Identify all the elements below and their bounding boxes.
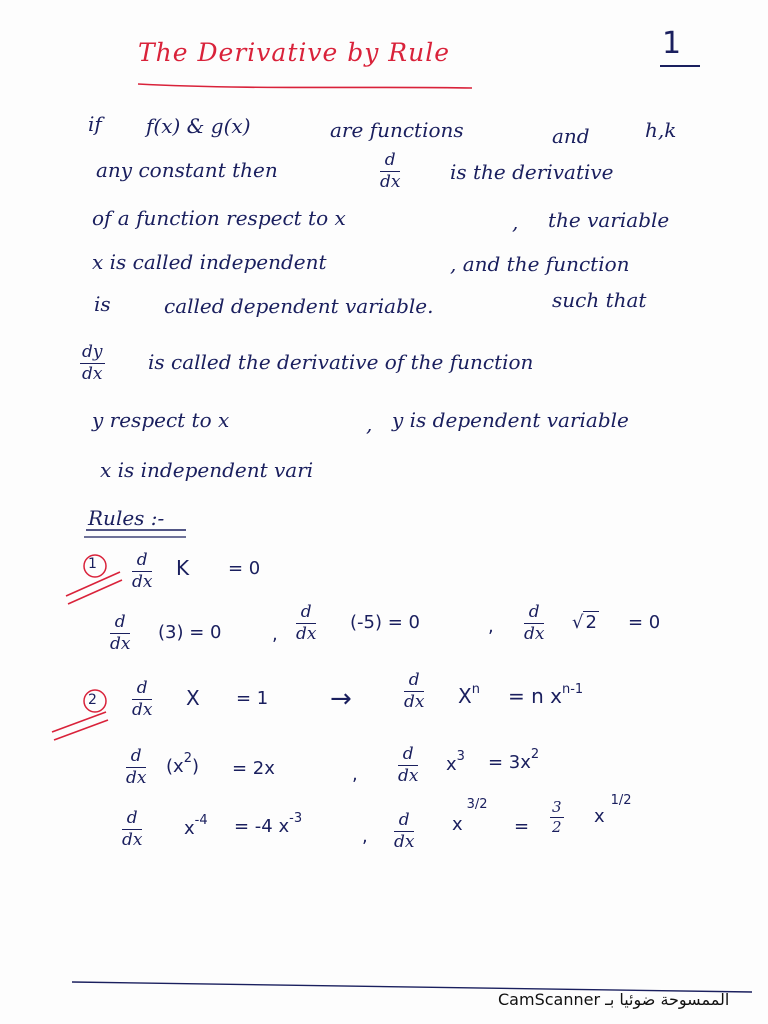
gen-result-exponent: n-1 <box>561 682 584 697</box>
rule1-ex1-expr: (3) = 0 <box>158 622 222 643</box>
rule2-sep2: , <box>362 826 368 847</box>
fraction-denominator: dx <box>126 768 147 788</box>
fraction-denominator: dx <box>132 572 153 592</box>
intro-and-the-function: , and the function <box>450 252 630 276</box>
rule1-sep1: , <box>272 624 278 645</box>
rule2-sep1: , <box>352 764 358 785</box>
fraction-denominator: dx <box>398 766 419 786</box>
fraction-numerator: d <box>384 150 396 170</box>
fraction-denominator: dx <box>524 624 545 644</box>
ex1-close: ) <box>191 756 199 777</box>
rule2-check-stroke-2 <box>54 720 108 740</box>
intro-called-dependent: called dependent variable. <box>164 294 434 318</box>
ex2-result-exponent: 2 <box>530 747 540 762</box>
fraction-denominator: dx <box>394 832 415 852</box>
intro-any-constant: any constant then <box>96 158 278 182</box>
ex4-exponent: 3/2 <box>466 797 488 812</box>
fraction-numerator: d <box>126 808 138 828</box>
fraction-numerator: d <box>136 678 148 698</box>
ex3-result-exponent: -3 <box>289 811 303 826</box>
rule1-result: = 0 <box>228 558 261 579</box>
ex3-exponent: -4 <box>194 813 208 828</box>
ex4-base: x <box>452 814 463 835</box>
intro-of-a-function: of a function respect to x <box>92 206 346 230</box>
ex3-base: x <box>184 818 195 839</box>
ex3-result: = -4 x <box>234 816 290 837</box>
sqrt-icon: √ <box>572 612 584 633</box>
rule2-var-x: X <box>186 686 200 710</box>
fraction-numerator: d <box>402 744 414 764</box>
intro-x-independent-vari: x is independent vari <box>100 458 314 482</box>
ex4-var: x <box>594 806 605 827</box>
rule1-marker-circle <box>84 555 106 577</box>
fraction-denominator: dx <box>82 364 103 384</box>
ex2-base: x <box>446 754 457 775</box>
fraction-numerator: dy <box>82 342 103 362</box>
rules-heading: Rules :- <box>88 506 165 530</box>
page-number: 1 <box>662 26 682 61</box>
scanner-watermark <box>498 990 729 1009</box>
intro-x-independent: x is called independent <box>92 250 327 274</box>
ex4-var-exponent: 1/2 <box>610 793 632 808</box>
sqrt-radicand: 2 <box>585 612 597 633</box>
intro-is: is <box>94 292 111 316</box>
rule1-ex3-result: = 0 <box>628 612 661 633</box>
scanner-label: CamScanner <box>498 990 601 1009</box>
fraction-numerator: d <box>114 612 126 632</box>
intro-if: if <box>88 112 102 136</box>
fraction-numerator: d <box>136 550 148 570</box>
fraction-numerator: 3 <box>552 798 562 816</box>
intro-functions-fg: f(x) & g(x) <box>146 114 251 138</box>
gen-exponent: n <box>471 682 480 697</box>
fraction-denominator: dx <box>122 830 143 850</box>
arrow-right-icon: → <box>330 684 352 714</box>
intro-is-the-derivative: is the derivative <box>450 160 614 184</box>
rule2-result: = 1 <box>236 688 269 709</box>
ex2-exponent: 3 <box>456 749 465 764</box>
title-underline <box>138 84 472 88</box>
fraction-denominator: 2 <box>552 818 562 836</box>
rule2-check-stroke <box>52 712 106 732</box>
intro-y-dependent: y is dependent variable <box>392 408 629 432</box>
rule1-sep2: , <box>488 616 494 637</box>
fraction-denominator: dx <box>380 172 401 192</box>
fraction-numerator: d <box>408 670 420 690</box>
fraction-denominator: dx <box>296 624 317 644</box>
fraction-denominator: dx <box>404 692 425 712</box>
fraction-numerator: d <box>300 602 312 622</box>
rule1-var-k: K <box>176 556 190 580</box>
rule1-ex2-expr: (-5) = 0 <box>350 612 420 633</box>
intro-the-variable: the variable <box>548 208 670 232</box>
intro-is-called-derivative: is called the derivative of the function <box>148 350 534 374</box>
gen-result: = n x <box>508 684 562 708</box>
gen-base: X <box>458 684 472 708</box>
intro-hk: h,k <box>645 118 677 142</box>
intro-such-that: such that <box>552 288 647 312</box>
ex1-open: (x <box>166 756 184 777</box>
rule2-marker: 2 <box>88 692 97 708</box>
intro-comma: , <box>512 210 519 234</box>
ex2-result: = 3x <box>488 752 531 773</box>
scanner-arabic-caption: الممسوحة ضوئيا بـ <box>605 990 730 1009</box>
rule1-marker: 1 <box>88 556 97 572</box>
fraction-numerator: d <box>528 602 540 622</box>
fraction-denominator: dx <box>132 700 153 720</box>
intro-and: and <box>552 124 590 148</box>
intro-y-respect-to-x: y respect to x <box>92 408 230 432</box>
ex1-exponent: 2 <box>183 751 192 766</box>
rule2-marker-circle <box>84 690 106 712</box>
fraction-denominator: dx <box>110 634 131 654</box>
fraction-numerator: d <box>130 746 142 766</box>
rule2-ex1-result: = 2x <box>232 758 275 779</box>
fraction-numerator: d <box>398 810 410 830</box>
rule2-ex4-eq: = <box>514 816 530 837</box>
intro-are-functions: are functions <box>330 118 464 142</box>
page-title: The Derivative by Rule <box>138 38 451 67</box>
intro-comma-2: , <box>366 412 373 436</box>
